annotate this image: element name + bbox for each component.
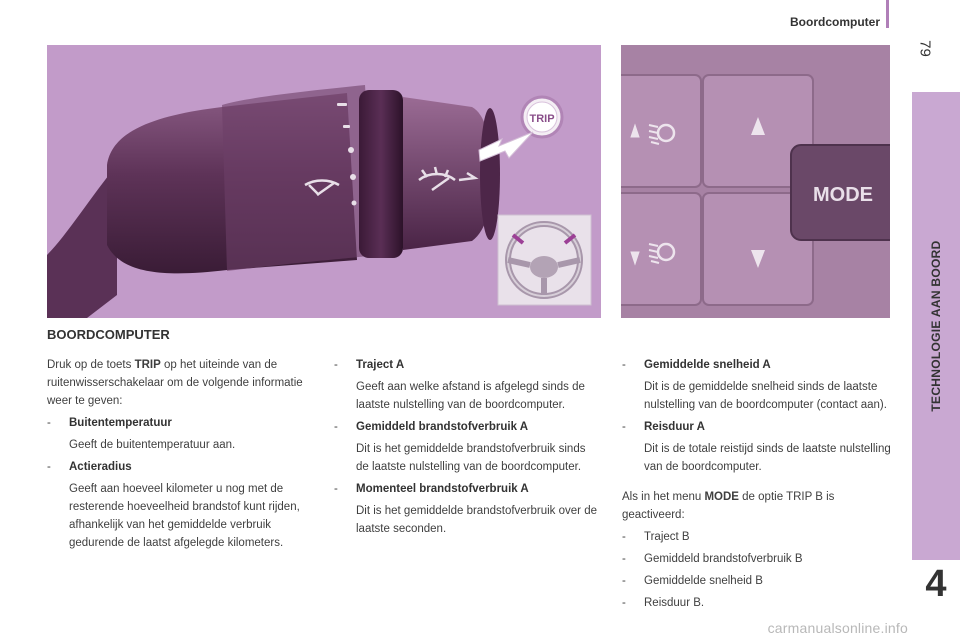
- list-item-description: Geeft aan hoeveel kilometer u nog met de resterende hoeveelheid brandstof kunt rijden, afhankelijk van het gemiddelde verbruik gedurende de laatst afgelegde kilometers.: [69, 483, 300, 549]
- chapter-number: 4: [925, 563, 947, 605]
- chapter-side-label: [912, 92, 960, 560]
- trip-button-icon: [522, 97, 562, 137]
- list-item: - Reisduur A: [622, 421, 705, 433]
- text-column-3: [622, 356, 894, 612]
- mode-panel-illustration: [621, 45, 890, 318]
- list-item: - Gemiddeld brandstofverbruik A: [334, 421, 529, 433]
- list-item: - Buitentemperatuur: [47, 417, 172, 429]
- text-column-2: [334, 356, 600, 538]
- chapter-title: TECHNOLOGIE AAN BOORD: [929, 240, 943, 412]
- steering-wheel-icon: [498, 215, 591, 305]
- trip-button-label: TRIP: [529, 113, 555, 125]
- list-item: - Actieradius: [47, 461, 132, 473]
- mode-list-item: - Traject B: [622, 531, 690, 543]
- list-item: - Momenteel brandstofverbruik A: [334, 483, 529, 495]
- wiper-stalk-illustration: [47, 45, 601, 318]
- mode-button-label: MODE: [813, 184, 873, 206]
- section-title: BOORDCOMPUTER: [47, 327, 170, 342]
- list-item: - Gemiddelde snelheid A: [622, 359, 771, 371]
- mode-paragraph: Als in het menu MODE de optie TRIP B is geactiveerd:: [622, 491, 835, 521]
- text-column-1: [47, 356, 309, 552]
- list-item-description: Dit is het gemiddelde brandstofverbruik sinds de laatste nulstelling van de boordcomputer.: [356, 443, 586, 473]
- list-item-description: Geeft aan welke afstand is afgelegd sinds de laatste nulstelling van de boordcomputer.: [356, 381, 585, 411]
- watermark: carmanualsonline.info: [767, 620, 908, 636]
- mode-panel-drawing: [621, 45, 890, 318]
- wiper-stalk-drawing: [47, 45, 601, 318]
- list-item: - Traject A: [334, 359, 405, 371]
- mode-list-item: - Reisduur B.: [622, 597, 705, 609]
- mode-list-item: - Gemiddeld brandstofverbruik B: [622, 553, 803, 565]
- page-number: 79: [916, 40, 934, 57]
- page-header-title: Boordcomputer: [790, 15, 880, 29]
- trip-keyword: TRIP: [134, 359, 161, 371]
- mode-keyword: MODE: [704, 491, 739, 503]
- header-accent-bar: [886, 0, 889, 28]
- list-item-description: Dit is het gemiddelde brandstofverbruik over de laatste seconden.: [356, 505, 597, 535]
- list-item-description: Dit is de gemiddelde snelheid sinds de laatste nulstelling van de boordcomputer (contact aan).: [644, 381, 887, 411]
- list-item-description: Dit is de totale reistijd sinds de laatste nulstelling van de boordcomputer.: [644, 443, 891, 473]
- mode-list-item: - Gemiddelde snelheid B: [622, 575, 763, 587]
- list-item-description: Geeft de buitentemperatuur aan.: [69, 439, 236, 451]
- intro-paragraph: Druk op de toets TRIP op het uiteinde van de ruitenwisserschakelaar om de volgende informatie weer te geven:: [47, 359, 303, 407]
